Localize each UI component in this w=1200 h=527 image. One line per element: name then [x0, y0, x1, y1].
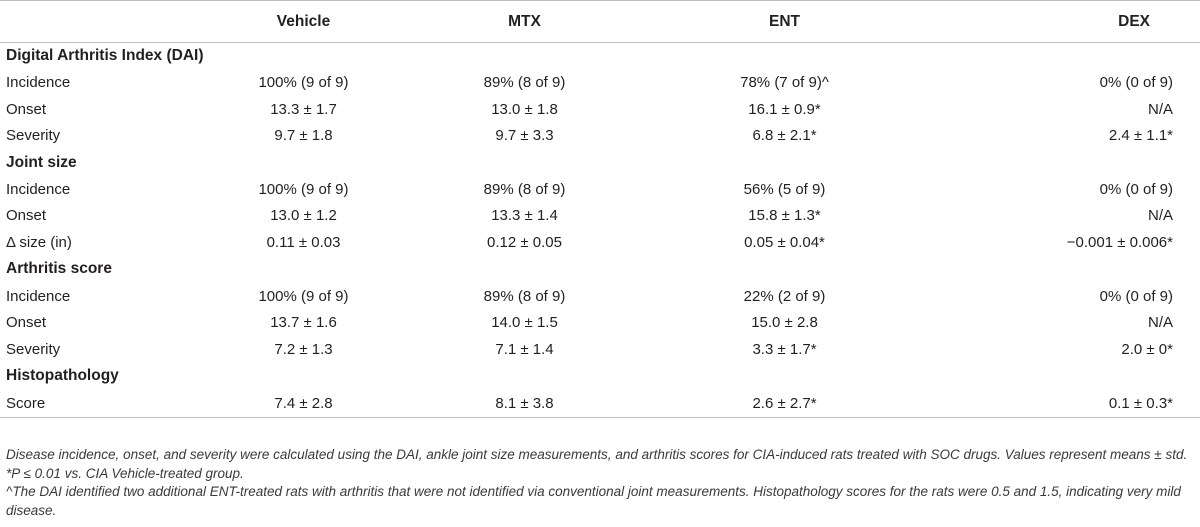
- table-row: [0, 69, 1200, 96]
- cell-dex: 2.0 ± 0*: [1121, 340, 1173, 358]
- section-title-dai: Digital Arthritis Index (DAI): [6, 47, 204, 65]
- cell-dex: N/A: [1147, 100, 1173, 118]
- cell-mtx: 89% (8 of 9): [483, 287, 566, 305]
- header-ent: ENT: [652, 1, 917, 43]
- row-label: Incidence: [6, 287, 71, 305]
- header-row: [0, 1, 1200, 43]
- cell-dex: 2.4 ± 1.1*: [1108, 127, 1173, 145]
- cell-mtx: 89% (8 of 9): [483, 74, 566, 92]
- header-empty: [0, 1, 210, 43]
- section-title-joint-size: Joint size: [6, 153, 77, 171]
- footnote-main: Disease incidence, onset, and severity were calculated using the DAI, ankle joint size measurements, and arthritis scores for CIA-induced rats treated with SOC drugs. Values represent means ± std. *P ≤ 0.01 vs. CIA Vehicle-treated group.: [6, 447, 1188, 481]
- section-row: [0, 149, 1200, 176]
- cell-vehicle: 9.7 ± 1.8: [274, 127, 333, 145]
- section-title-histopathology: Histopathology: [6, 367, 119, 385]
- cell-vehicle: 7.4 ± 2.8: [210, 389, 397, 418]
- row-label: Score: [0, 389, 210, 418]
- cell-dex: 0% (0 of 9): [1099, 74, 1173, 92]
- cell-vehicle: 100% (9 of 9): [258, 180, 349, 198]
- cell-mtx: 14.0 ± 1.5: [491, 314, 558, 332]
- table-row: [0, 123, 1200, 150]
- cell-mtx: 7.1 ± 1.4: [495, 340, 554, 358]
- cell-mtx: 89% (8 of 9): [483, 180, 566, 198]
- table-row: [0, 336, 1200, 363]
- footnote-caret: ^The DAI identified two additional ENT-treated rats with arthritis that were not identified via conventional joint measurements. Histopathology scores for the rats were 0.5 and 1.5, indicating very mild disease.: [6, 484, 1181, 518]
- row-label: Onset: [6, 100, 47, 118]
- table-row: [0, 309, 1200, 336]
- cell-ent: 0.05 ± 0.04*: [744, 234, 825, 252]
- cell-mtx: 9.7 ± 3.3: [495, 127, 554, 145]
- cell-vehicle: 100% (9 of 9): [258, 74, 349, 92]
- row-label: Onset: [6, 207, 47, 225]
- section-row: [0, 43, 1200, 70]
- cell-ent: 3.3 ± 1.7*: [752, 340, 817, 358]
- table-row: [0, 176, 1200, 203]
- section-row: [0, 363, 1200, 390]
- cell-ent: 22% (2 of 9): [743, 287, 826, 305]
- cell-ent: 2.6 ± 2.7*: [652, 389, 917, 418]
- row-label: Incidence: [6, 74, 71, 92]
- row-label: Incidence: [6, 180, 71, 198]
- cell-ent: 15.8 ± 1.3*: [748, 207, 821, 225]
- cell-dex: 0.1 ± 0.3*: [917, 389, 1200, 418]
- cell-mtx: 13.3 ± 1.4: [491, 207, 558, 225]
- cell-dex: 0% (0 of 9): [1099, 287, 1173, 305]
- cell-ent: 15.0 ± 2.8: [751, 314, 818, 332]
- cell-vehicle: 7.2 ± 1.3: [274, 340, 333, 358]
- table-row: [0, 203, 1200, 230]
- cell-vehicle: 13.7 ± 1.6: [270, 314, 337, 332]
- cell-mtx: 0.12 ± 0.05: [487, 234, 562, 252]
- cell-vehicle: 100% (9 of 9): [258, 287, 349, 305]
- cell-dex: 0% (0 of 9): [1099, 180, 1173, 198]
- cell-ent: 6.8 ± 2.1*: [752, 127, 817, 145]
- cell-dex: N/A: [1147, 314, 1173, 332]
- cell-dex: N/A: [1147, 207, 1173, 225]
- section-title-arthritis-score: Arthritis score: [6, 260, 112, 278]
- header-vehicle: Vehicle: [210, 1, 397, 43]
- header-mtx: MTX: [397, 1, 652, 43]
- table-row: [0, 229, 1200, 256]
- cell-vehicle: 0.11 ± 0.03: [266, 234, 341, 252]
- row-label: Onset: [6, 314, 47, 332]
- cell-mtx: 13.0 ± 1.8: [491, 100, 558, 118]
- header-dex: DEX: [917, 1, 1200, 43]
- cell-vehicle: 13.3 ± 1.7: [270, 100, 337, 118]
- table-row: [0, 283, 1200, 310]
- table-row: [0, 96, 1200, 123]
- row-label: Severity: [6, 127, 61, 145]
- table-footnotes: [6, 446, 1194, 520]
- row-label: Severity: [6, 340, 61, 358]
- table-row: [0, 389, 1200, 418]
- row-label: Δ size (in): [6, 234, 72, 252]
- cell-ent: 16.1 ± 0.9*: [748, 100, 821, 118]
- cell-vehicle: 13.0 ± 1.2: [270, 207, 337, 225]
- section-row: [0, 256, 1200, 283]
- cell-ent: 56% (5 of 9): [743, 180, 826, 198]
- cell-dex: −0.001 ± 0.006*: [1066, 234, 1173, 252]
- cell-mtx: 8.1 ± 3.8: [397, 389, 652, 418]
- cell-ent: 78% (7 of 9)^: [740, 74, 829, 92]
